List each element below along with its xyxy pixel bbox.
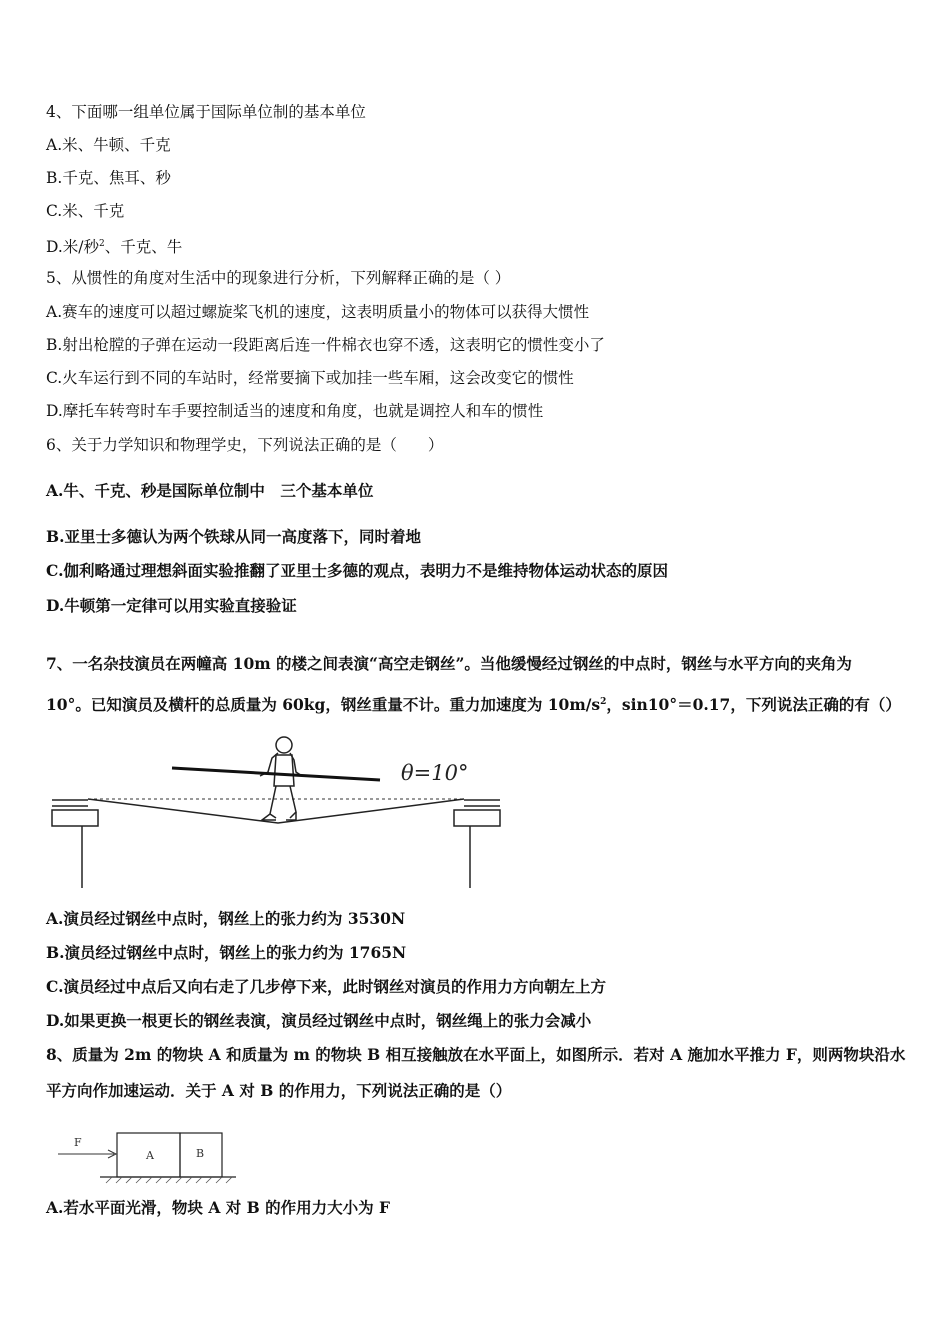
right-building-ledge	[454, 810, 500, 826]
left-building-ledge	[52, 810, 98, 826]
q8-stem-line2: 平方向作加速运动．关于 A 对 B 的作用力，下列说法正确的是（）	[46, 1081, 512, 1100]
q7-option-d: D.如果更换一根更长的钢丝表演，演员经过钢丝中点时，钢丝绳上的张力会减小	[46, 1011, 592, 1030]
q7-stem-line1: 7、一名杂技演员在两幢高 10m 的楼之间表演“高空走钢丝”。当他缓慢经过钢丝的中点时，钢丝与水平方向的夹角为	[46, 654, 852, 673]
ground-hatching	[106, 1177, 232, 1183]
q7-stem-line2	[46, 692, 901, 715]
q7-option-b: B.演员经过钢丝中点时，钢丝上的张力约为 1765N	[46, 943, 407, 962]
balance-pole	[172, 768, 380, 780]
q4-option-c: C.米、千克	[46, 202, 125, 220]
q6-option-d: D.牛顿第一定律可以用实验直接验证	[46, 596, 297, 615]
q4-option-d-prefix: D.米/秒	[46, 238, 100, 256]
tightrope-figure	[46, 728, 506, 893]
q5-option-a: A.赛车的速度可以超过螺旋桨飞机的速度，这表明质量小的物体可以获得大惯性	[46, 303, 590, 321]
q5-option-b: B.射出枪膛的子弹在运动一段距离后连一件棉衣也穿不透，这表明它的惯性变小了	[46, 336, 605, 354]
q4-stem: 4、下面哪一组单位属于国际单位制的基本单位	[46, 103, 366, 121]
q7-stem-line2-sup: 2	[600, 697, 607, 707]
q4-option-d-suffix: 、千克、牛	[104, 238, 183, 256]
performer-icon	[260, 737, 302, 820]
q7-stem-line2-a: 10°。已知演员及横杆的总质量为 60kg，钢丝重量不计。重力加速度为 10m/s	[46, 695, 601, 714]
q6-option-b: B.亚里士多德认为两个铁球从同一高度落下，同时着地	[46, 527, 421, 546]
q5-option-c: C.火车运行到不同的车站时，经常要摘下或加挂一些车厢，这会改变它的惯性	[46, 369, 574, 387]
q7-option-c: C.演员经过中点后又向右走了几步停下来，此时钢丝对演员的作用力方向朝左上方	[46, 977, 606, 996]
q7-stem-line2-b: ，sin10°＝0.17，下列说法正确的有（）	[606, 695, 901, 714]
q7-option-a: A.演员经过钢丝中点时，钢丝上的张力约为 3530N	[46, 909, 406, 928]
q6-stem: 6、关于力学知识和物理学史，下列说法正确的是（ ）	[46, 436, 444, 454]
q8-option-a: A.若水平面光滑，物块 A 对 B 的作用力大小为 F	[46, 1198, 391, 1217]
block-b-label: B	[196, 1147, 205, 1160]
force-label: F	[74, 1136, 82, 1149]
q5-option-d: D.摩托车转弯时车手要控制适当的速度和角度，也就是调控人和车的惯性	[46, 402, 544, 420]
angle-label: θ=10°	[401, 761, 469, 785]
q5-stem: 5、从惯性的角度对生活中的现象进行分析，下列解释正确的是（ ）	[46, 269, 511, 287]
q6-option-c: C.伽利略通过理想斜面实验推翻了亚里士多德的观点，表明力不是维持物体运动状态的原因	[46, 561, 668, 580]
q6-option-a: A.牛、千克、秒是国际单位制中 三个基本单位	[46, 481, 374, 500]
q4-option-d	[46, 234, 182, 257]
q4-option-b: B.千克、焦耳、秒	[46, 169, 171, 187]
blocks-figure	[56, 1128, 256, 1188]
q4-option-a: A.米、牛顿、千克	[46, 136, 171, 154]
q8-stem-line1: 8、质量为 2m 的物块 A 和质量为 m 的物块 B 相互接触放在水平面上，如图所示．若对 A 施加水平推力 F，则两物块沿水	[46, 1045, 906, 1064]
q4-option-d-sup: 2	[99, 239, 105, 249]
block-a-label: A	[146, 1149, 154, 1162]
